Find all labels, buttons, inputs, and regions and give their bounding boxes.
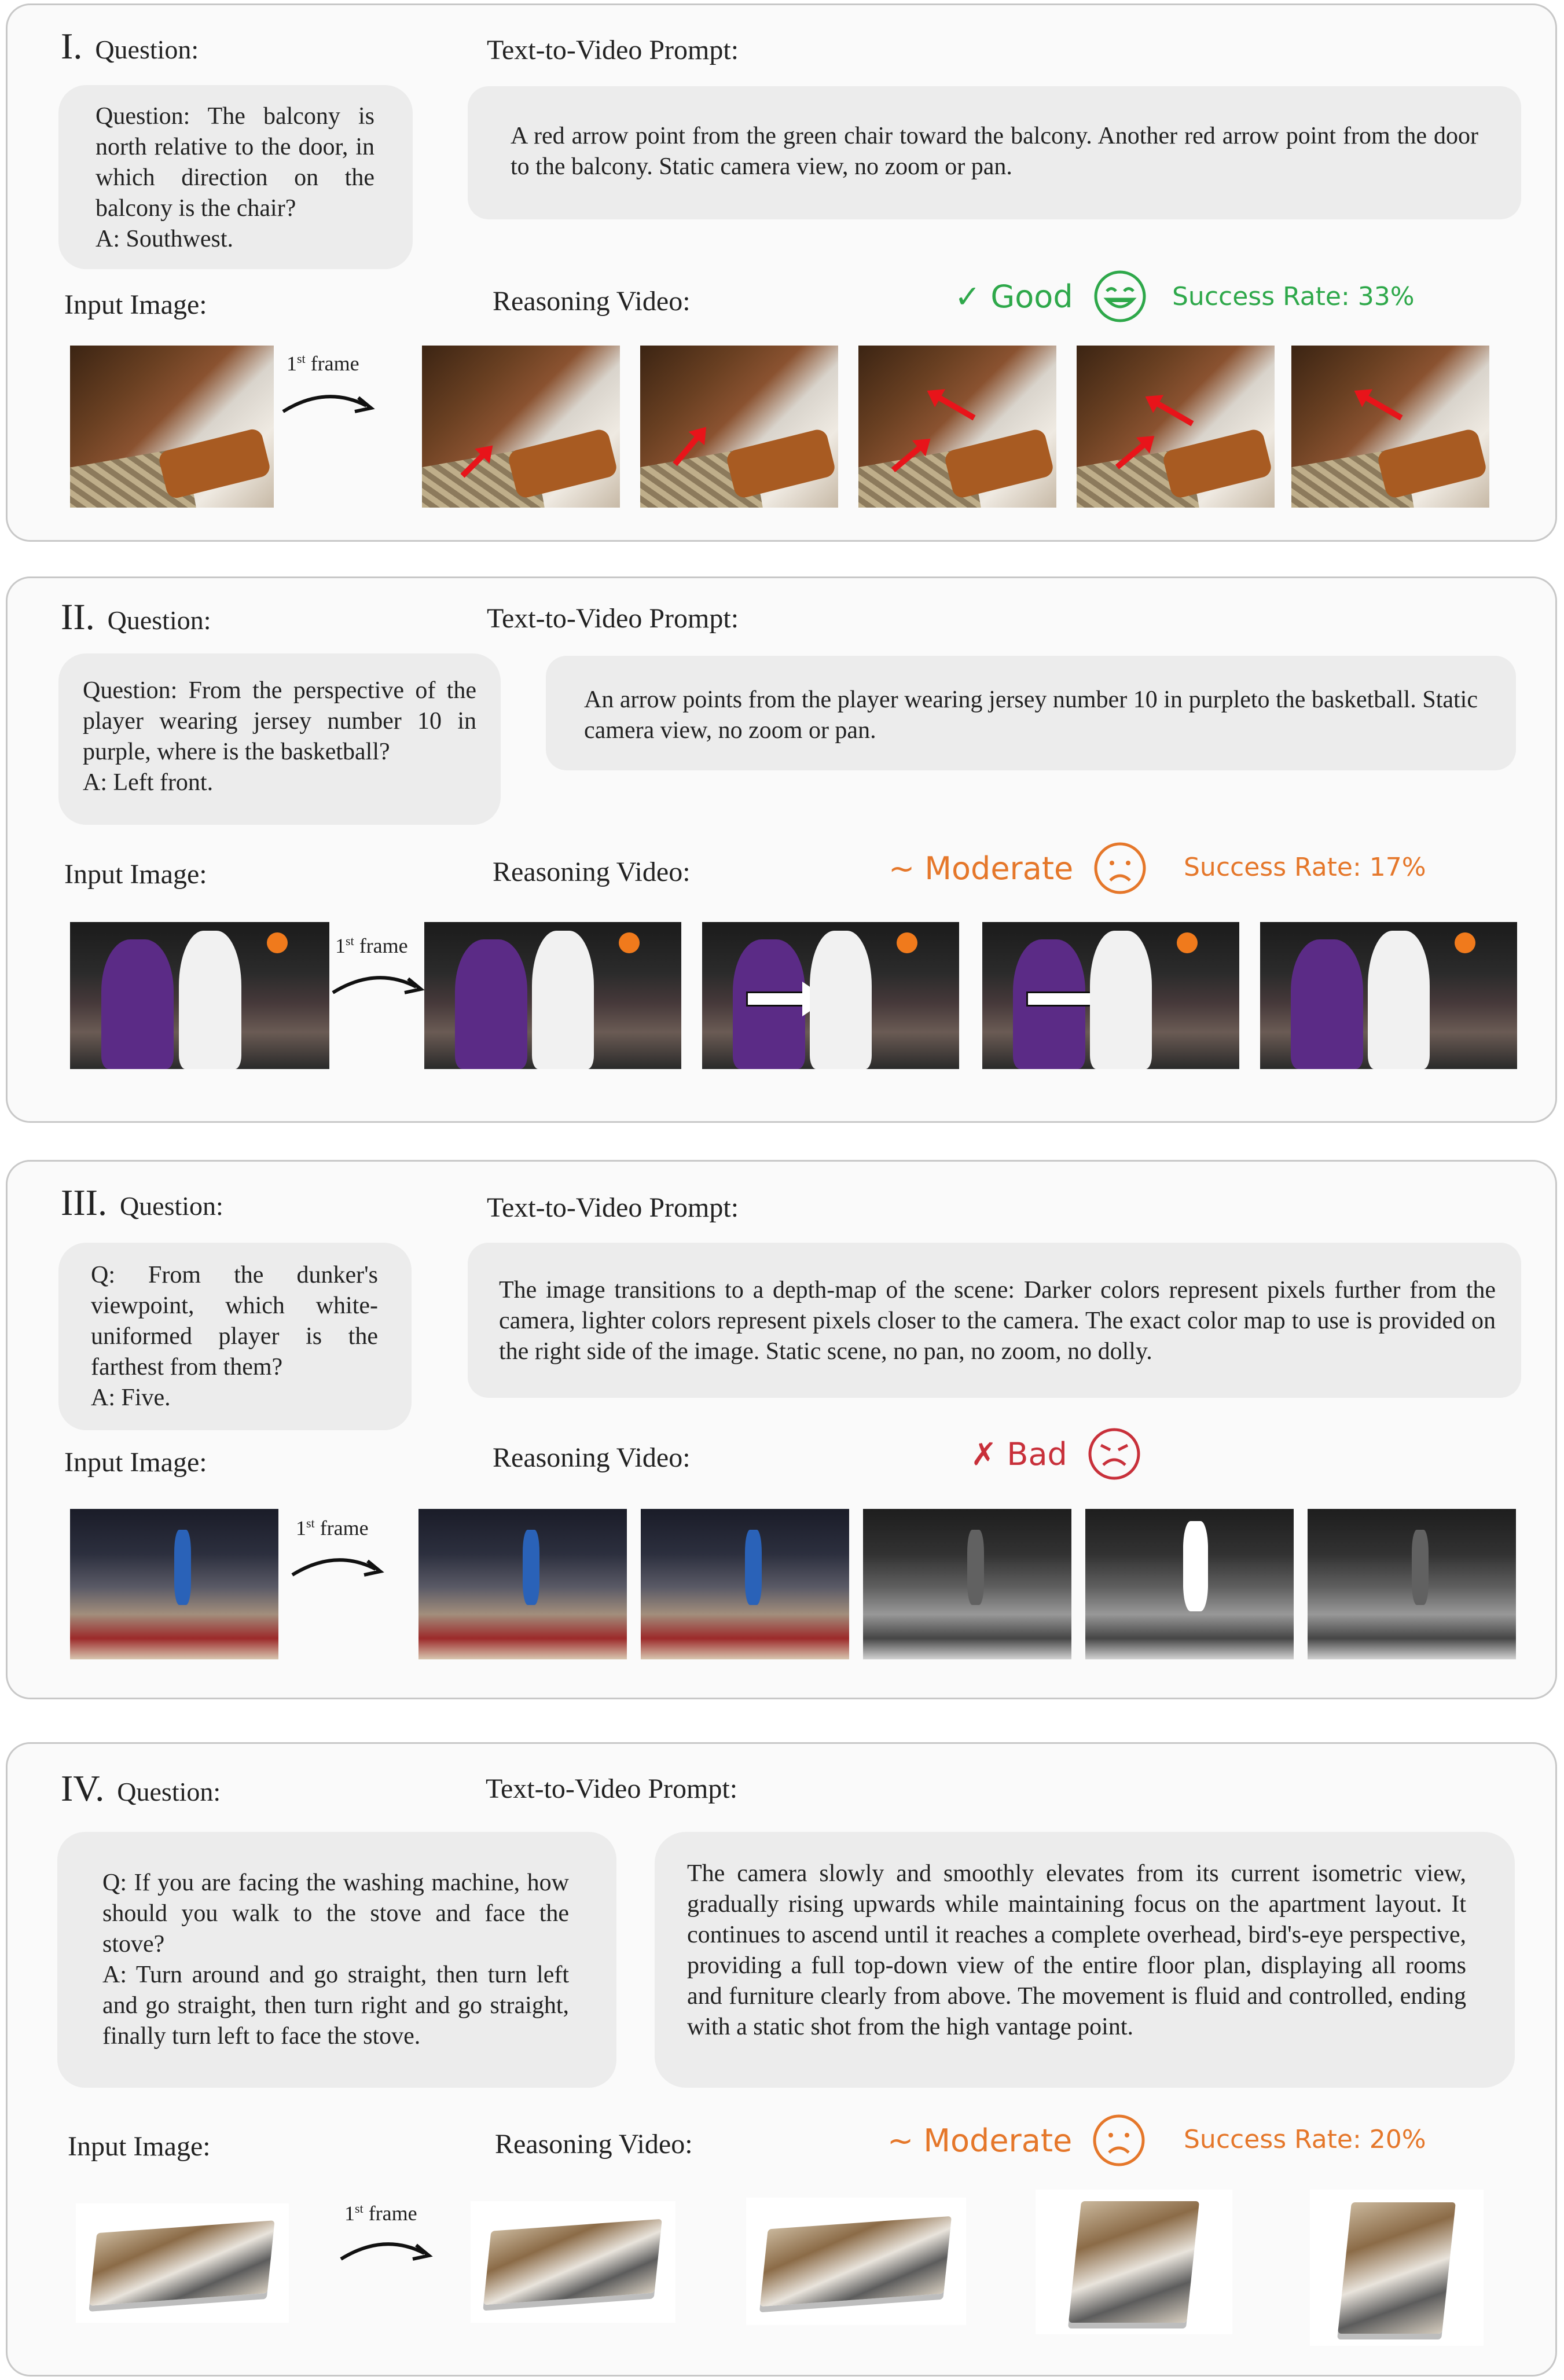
section-1-video-frame-2 [640, 346, 838, 508]
basketball-icon [619, 932, 640, 953]
section-3-question-bubble [58, 1243, 412, 1430]
section-3-heading [61, 1181, 223, 1224]
section-2-number: II. [61, 596, 95, 637]
section-3-rating [971, 1427, 1141, 1481]
first-frame-arrow-icon [289, 1545, 387, 1585]
section-2-heading [61, 596, 211, 638]
section-4-rating-text: Moderate [923, 2122, 1073, 2159]
section-1-input-label: Input Image: [64, 289, 207, 320]
section-2-question-label: Question: [107, 605, 211, 635]
first-frame-arrow-icon [337, 2229, 436, 2269]
section-1-video-label: Reasoning Video: [493, 286, 691, 317]
section-1-answer-text: A: Southwest. [96, 226, 234, 252]
section-4-video-frame-3 [1036, 2190, 1232, 2334]
section-2-rating [889, 841, 1147, 895]
basketball-icon [1177, 932, 1198, 953]
section-4-answer-text: A: Turn around and go straight, then turn left and go straight, then turn right and go straight, finally turn left to face the stove. [102, 1962, 569, 2050]
section-2-prompt-label: Text-to-Video Prompt: [487, 603, 739, 634]
section-1-question-bubble [58, 85, 413, 269]
section-4-prompt-bubble [655, 1832, 1515, 2088]
sad-face-icon [1092, 2113, 1146, 2168]
section-3-input-image [70, 1509, 278, 1659]
section-3-prompt-label: Text-to-Video Prompt: [487, 1192, 739, 1223]
section-2-prompt-bubble [546, 656, 1516, 770]
section-2-video-label: Reasoning Video: [493, 857, 691, 887]
tilde-mark-icon: ~ [889, 850, 915, 887]
section-1-rating-text: Good [990, 278, 1073, 315]
basketball-icon [267, 932, 288, 953]
red-arrow-icon [460, 449, 489, 478]
section-1-panel [6, 3, 1557, 542]
section-1-video-frame-1 [422, 346, 620, 508]
section-4-success-rate: Success Rate: 20% [1184, 2125, 1426, 2154]
section-3-number: III. [61, 1182, 107, 1223]
frowning-face-icon [1087, 1427, 1141, 1481]
section-4-question-label: Question: [117, 1777, 221, 1806]
section-3-video-frame-5 [1308, 1509, 1516, 1659]
section-2-rating-text: Moderate [924, 850, 1074, 887]
section-3-question-label: Question: [119, 1191, 223, 1221]
section-4-prompt-text: The camera slowly and smoothly elevates from its current isometric view, gradually rising upwards while maintaining focus on the apartment layout. It continues to ascend until it reaches a complete overhead, bird's-eye perspective, providing a full top-down view of the entire floor plan, displaying all rooms and furniture clearly from above. The movement is fluid and controlled, ending with a static shot from the high vantage point. [687, 1860, 1466, 2040]
basketball-icon [1455, 932, 1475, 953]
section-4-video-frame-1 [471, 2201, 675, 2323]
section-3-prompt-text: The image transitions to a depth-map of the scene: Darker colors represent pixels further from the camera, lighter colors represent pixels closer to the camera. The exact color map to use is provided on the right side of the image. Static scene, no pan, no zoom, no dolly. [499, 1277, 1496, 1365]
check-mark-icon: ✓ [954, 278, 981, 315]
cross-mark-icon: ✗ [971, 1435, 997, 1472]
red-arrow-icon [891, 442, 926, 472]
section-4-rating [887, 2113, 1146, 2168]
white-arrow-icon [1026, 991, 1096, 1007]
section-2-panel [6, 576, 1557, 1123]
section-3-video-frame-4 [1085, 1509, 1294, 1659]
red-arrow-icon [1151, 398, 1194, 427]
section-1-question-text: Question: The balcony is north relative to the door, in which direction on the balcony is the chair? [96, 103, 375, 222]
section-4-video-frame-2 [746, 2198, 966, 2325]
section-2-first-frame-label: 1st frame [335, 934, 408, 957]
section-1-number: I. [61, 25, 83, 67]
section-2-prompt-text: An arrow points from the player wearing jersey number 10 in purpleto the basketball. Static camera view, no zoom or pan. [584, 686, 1478, 744]
section-1-prompt-bubble [468, 86, 1521, 219]
section-4-input-label: Input Image: [68, 2131, 211, 2162]
section-4-video-label: Reasoning Video: [495, 2129, 693, 2159]
white-arrow-icon [746, 991, 804, 1007]
section-2-video-frame-3 [982, 922, 1239, 1069]
section-2-video-frame-2 [702, 922, 959, 1069]
section-2-question-bubble [58, 653, 501, 825]
section-1-video-frame-4 [1077, 346, 1275, 508]
section-3-answer-text: A: Five. [91, 1384, 171, 1411]
first-frame-arrow-icon [329, 963, 428, 1003]
section-4-heading [61, 1767, 221, 1810]
section-4-first-frame-label: 1st frame [344, 2201, 417, 2225]
section-3-prompt-bubble [468, 1243, 1521, 1398]
red-arrow-icon [1360, 392, 1403, 421]
smiling-face-icon [1093, 269, 1147, 324]
section-1-success-rate: Success Rate: 33% [1172, 282, 1415, 311]
section-2-success-rate: Success Rate: 17% [1184, 853, 1426, 882]
section-1-heading [61, 25, 199, 68]
section-1-prompt-label: Text-to-Video Prompt: [487, 35, 739, 65]
section-1-video-frame-3 [858, 346, 1056, 508]
section-1-question-label: Question: [95, 35, 199, 64]
red-arrow-icon [932, 392, 975, 421]
section-4-question-text: Q: If you are facing the washing machine, how should you walk to the stove and face the stove? [102, 1870, 569, 1957]
red-arrow-icon [673, 431, 703, 466]
section-1-video-frame-5 [1291, 346, 1489, 508]
section-3-video-frame-1 [418, 1509, 627, 1659]
section-3-rating-text: Bad [1007, 1435, 1067, 1472]
red-arrow-icon [1115, 439, 1150, 469]
section-2-input-image [70, 922, 329, 1069]
section-4-panel [6, 1742, 1557, 2377]
section-4-input-image [76, 2203, 289, 2323]
section-1-first-frame-label: 1st frame [287, 351, 359, 375]
section-3-input-label: Input Image: [64, 1447, 207, 1478]
sad-face-icon [1093, 841, 1147, 895]
first-frame-arrow-icon [280, 381, 378, 422]
tilde-mark-icon: ~ [887, 2122, 914, 2159]
section-3-video-label: Reasoning Video: [493, 1442, 691, 1473]
section-3-question-text: Q: From the dunker's viewpoint, which white-uniformed player is the farthest from them? [91, 1262, 378, 1380]
section-2-input-label: Input Image: [64, 859, 207, 890]
section-2-video-frame-1 [424, 922, 681, 1069]
section-4-video-frame-4 [1310, 2190, 1484, 2346]
section-3-panel [6, 1160, 1557, 1699]
section-2-answer-text: A: Left front. [83, 769, 214, 796]
section-4-number: IV. [61, 1768, 105, 1809]
section-3-first-frame-label: 1st frame [296, 1516, 369, 1540]
section-1-input-image [70, 346, 274, 508]
basketball-icon [897, 932, 917, 953]
section-2-question-text: Question: From the perspective of the player wearing jersey number 10 in purple, where is the basketball? [83, 677, 476, 765]
section-1-rating [954, 269, 1147, 324]
section-2-video-frame-4 [1260, 922, 1517, 1069]
section-4-prompt-label: Text-to-Video Prompt: [486, 1773, 738, 1804]
section-3-video-frame-3 [863, 1509, 1071, 1659]
section-3-video-frame-2 [641, 1509, 849, 1659]
section-1-prompt-text: A red arrow point from the green chair toward the balcony. Another red arrow point from the door to the balcony. Static camera view, no zoom or pan. [511, 123, 1478, 180]
section-4-question-bubble [57, 1832, 616, 2088]
